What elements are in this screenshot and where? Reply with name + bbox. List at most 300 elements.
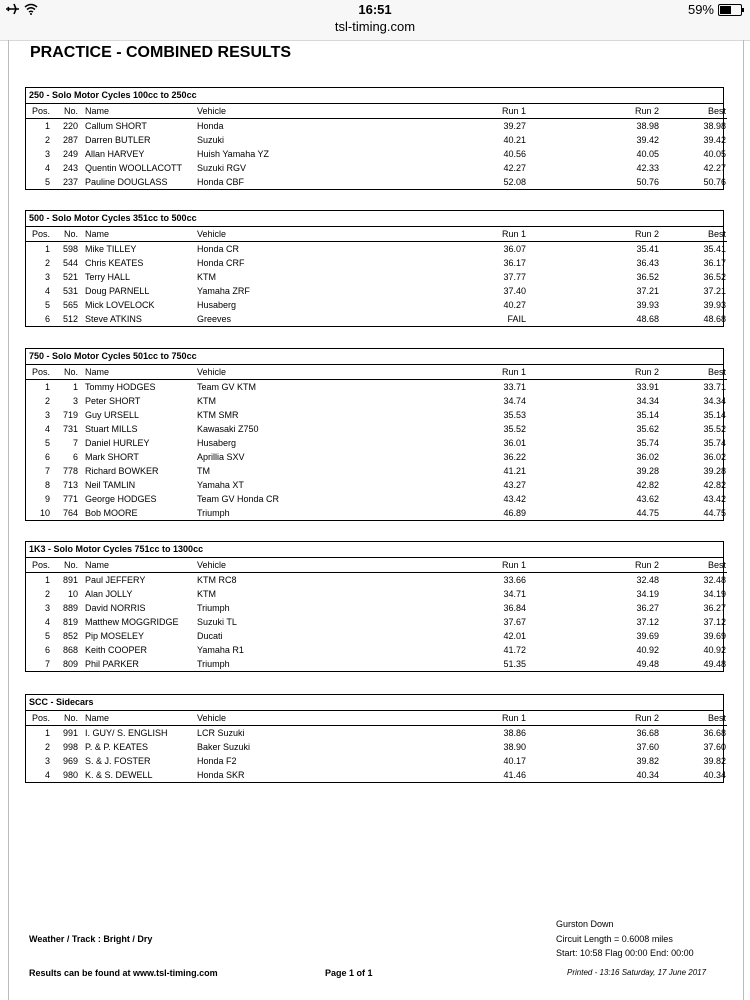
cell-run1: 35.52 bbox=[503, 424, 526, 434]
column-header-name: Name bbox=[78, 558, 197, 573]
cell-best: 36.17 bbox=[703, 258, 726, 268]
venue-text: Gurston Down bbox=[556, 919, 614, 929]
column-header-run2: Run 2 bbox=[526, 227, 659, 242]
cell-vehicle: Husaberg bbox=[197, 300, 237, 310]
cell-name: Terry HALL bbox=[85, 272, 131, 282]
cell-run2: 36.27 bbox=[636, 603, 659, 613]
column-header-vehicle: Vehicle bbox=[197, 227, 397, 242]
cell-run1: 52.08 bbox=[503, 177, 526, 187]
cell-name: S. & J. FOSTER bbox=[85, 756, 151, 766]
cell-run1: 41.21 bbox=[503, 466, 526, 476]
cell-run1: 40.27 bbox=[503, 300, 526, 310]
cell-name: P. & P. KEATES bbox=[85, 742, 149, 752]
class-block bbox=[25, 541, 724, 672]
column-header-best: Best bbox=[659, 558, 727, 573]
table-row bbox=[26, 161, 727, 175]
cell-pos: 2 bbox=[44, 742, 50, 752]
column-header-vehicle: Vehicle bbox=[197, 558, 397, 573]
table-row bbox=[26, 175, 727, 189]
cell-best: 44.75 bbox=[703, 508, 726, 518]
cell-no: 891 bbox=[62, 575, 78, 585]
column-header-pos: Pos. bbox=[26, 558, 50, 573]
cell-run1: 34.71 bbox=[503, 589, 526, 599]
cell-no: 764 bbox=[62, 508, 78, 518]
table-row bbox=[26, 312, 727, 326]
cell-vehicle: Aprillia SXV bbox=[197, 452, 245, 462]
cell-vehicle: Honda SKR bbox=[197, 770, 245, 780]
address-url[interactable]: tsl-timing.com bbox=[334, 19, 416, 34]
cell-pos: 2 bbox=[44, 589, 50, 599]
cell-run2: 36.52 bbox=[636, 272, 659, 282]
cell-no: 287 bbox=[62, 135, 78, 145]
cell-name: Quentin WOOLLACOTT bbox=[85, 163, 183, 173]
column-header-vehicle: Vehicle bbox=[197, 711, 397, 726]
cell-pos: 2 bbox=[44, 396, 50, 406]
cell-pos: 3 bbox=[44, 272, 50, 282]
cell-no: 243 bbox=[62, 163, 78, 173]
cell-run1: 33.66 bbox=[503, 575, 526, 585]
cell-vehicle: TM bbox=[197, 466, 210, 476]
printed-date: Printed - 13:16 Saturday, 17 June 2017 bbox=[567, 968, 707, 977]
battery-icon bbox=[718, 4, 742, 16]
cell-run1: 43.27 bbox=[503, 480, 526, 490]
cell-run1: FAIL bbox=[507, 314, 526, 324]
cell-best: 39.42 bbox=[703, 135, 726, 145]
class-title: 500 - Solo Motor Cycles 351cc to 500cc bbox=[26, 211, 723, 227]
cell-vehicle: Honda bbox=[197, 121, 224, 131]
class-title: 750 - Solo Motor Cycles 501cc to 750cc bbox=[26, 349, 723, 365]
cell-run2: 39.42 bbox=[636, 135, 659, 145]
cell-best: 37.21 bbox=[703, 286, 726, 296]
results-table bbox=[26, 104, 727, 189]
cell-run1: 40.21 bbox=[503, 135, 526, 145]
table-row bbox=[26, 422, 727, 436]
cell-run2: 37.21 bbox=[636, 286, 659, 296]
battery-fill bbox=[720, 6, 731, 14]
cell-run2: 42.82 bbox=[636, 480, 659, 490]
cell-no: 969 bbox=[62, 756, 78, 766]
status-right bbox=[688, 2, 742, 17]
table-row bbox=[26, 450, 727, 464]
results-url: Results can be found at www.tsl-timing.com bbox=[29, 968, 218, 978]
cell-no: 771 bbox=[62, 494, 78, 504]
column-header-no: No. bbox=[50, 558, 78, 573]
session-times: Start: 10:58 Flag 00:00 End: 00:00 bbox=[556, 948, 694, 958]
cell-pos: 3 bbox=[44, 149, 50, 159]
cell-vehicle: Honda CRF bbox=[197, 258, 245, 268]
cell-run1: 37.40 bbox=[503, 286, 526, 296]
cell-run2: 34.34 bbox=[636, 396, 659, 406]
column-header-name: Name bbox=[78, 227, 197, 242]
cell-run1: 36.17 bbox=[503, 258, 526, 268]
cell-pos: 2 bbox=[44, 258, 50, 268]
class-block bbox=[25, 210, 724, 327]
table-row bbox=[26, 629, 727, 643]
cell-vehicle: Yamaha ZRF bbox=[197, 286, 250, 296]
cell-best: 37.60 bbox=[703, 742, 726, 752]
cell-vehicle: Yamaha R1 bbox=[197, 645, 244, 655]
table-row bbox=[26, 754, 727, 768]
cell-name: Pauline DOUGLASS bbox=[85, 177, 168, 187]
cell-run2: 35.62 bbox=[636, 424, 659, 434]
cell-best: 39.28 bbox=[703, 466, 726, 476]
cell-name: Neil TAMLIN bbox=[85, 480, 136, 490]
cell-vehicle: LCR Suzuki bbox=[197, 728, 245, 738]
cell-run2: 34.19 bbox=[636, 589, 659, 599]
column-header-vehicle: Vehicle bbox=[197, 365, 397, 380]
cell-name: George HODGES bbox=[85, 494, 157, 504]
cell-no: 809 bbox=[62, 659, 78, 669]
results-table bbox=[26, 227, 727, 326]
cell-run2: 35.74 bbox=[636, 438, 659, 448]
cell-run2: 39.82 bbox=[636, 756, 659, 766]
cell-run1: 46.89 bbox=[503, 508, 526, 518]
cell-pos: 1 bbox=[44, 728, 50, 738]
cell-pos: 10 bbox=[39, 508, 50, 518]
cell-best: 35.52 bbox=[703, 424, 726, 434]
cell-best: 32.48 bbox=[703, 575, 726, 585]
cell-name: Steve ATKINS bbox=[85, 314, 142, 324]
cell-run2: 40.92 bbox=[636, 645, 659, 655]
cell-no: 731 bbox=[62, 424, 78, 434]
cell-pos: 7 bbox=[44, 466, 50, 476]
cell-run1: 36.07 bbox=[503, 244, 526, 254]
cell-vehicle: KTM SMR bbox=[197, 410, 239, 420]
cell-run1: 40.17 bbox=[503, 756, 526, 766]
cell-best: 36.68 bbox=[703, 728, 726, 738]
class-title: 250 - Solo Motor Cycles 100cc to 250cc bbox=[26, 88, 723, 104]
class-block bbox=[25, 348, 724, 521]
results-table bbox=[26, 558, 727, 671]
table-row bbox=[26, 119, 727, 134]
class-title: 1K3 - Solo Motor Cycles 751cc to 1300cc bbox=[26, 542, 723, 558]
cell-pos: 4 bbox=[44, 163, 50, 173]
cell-pos: 3 bbox=[44, 756, 50, 766]
table-row bbox=[26, 256, 727, 270]
cell-pos: 2 bbox=[44, 135, 50, 145]
column-header-best: Best bbox=[659, 104, 727, 119]
cell-vehicle: Team GV Honda CR bbox=[197, 494, 280, 504]
cell-best: 36.02 bbox=[703, 452, 726, 462]
cell-no: 998 bbox=[62, 742, 78, 752]
cell-best: 40.34 bbox=[703, 770, 726, 780]
column-header-pos: Pos. bbox=[26, 227, 50, 242]
cell-run1: 38.86 bbox=[503, 728, 526, 738]
cell-run2: 39.28 bbox=[636, 466, 659, 476]
cell-run2: 39.93 bbox=[636, 300, 659, 310]
cell-best: 42.82 bbox=[703, 480, 726, 490]
column-header-no: No. bbox=[50, 711, 78, 726]
column-header-run1: Run 1 bbox=[397, 558, 526, 573]
cell-no: 889 bbox=[62, 603, 78, 613]
cell-vehicle: Triumph bbox=[197, 508, 230, 518]
table-row bbox=[26, 573, 727, 588]
results-table bbox=[26, 365, 727, 520]
cell-best: 35.74 bbox=[703, 438, 726, 448]
cell-vehicle: Suzuki bbox=[197, 135, 225, 145]
weather-text: Weather / Track : Bright / Dry bbox=[29, 934, 153, 944]
column-header-no: No. bbox=[50, 365, 78, 380]
cell-best: 39.82 bbox=[703, 756, 726, 766]
cell-name: Mike TILLEY bbox=[85, 244, 137, 254]
cell-best: 35.41 bbox=[703, 244, 726, 254]
cell-run1: 42.01 bbox=[503, 631, 526, 641]
cell-run1: 42.27 bbox=[503, 163, 526, 173]
cell-run2: 36.43 bbox=[636, 258, 659, 268]
cell-no: 7 bbox=[72, 438, 78, 448]
header-row bbox=[26, 365, 727, 380]
cell-pos: 7 bbox=[44, 659, 50, 669]
cell-vehicle: Honda F2 bbox=[197, 756, 237, 766]
cell-pos: 5 bbox=[44, 300, 50, 310]
table-row bbox=[26, 242, 727, 257]
status-bar bbox=[0, 0, 750, 41]
cell-run2: 40.34 bbox=[636, 770, 659, 780]
circuit-length: Circuit Length = 0.6008 miles bbox=[556, 934, 673, 944]
header-row bbox=[26, 558, 727, 573]
class-block bbox=[25, 87, 724, 190]
cell-run2: 50.76 bbox=[636, 177, 659, 187]
cell-no: 1 bbox=[72, 382, 78, 392]
cell-vehicle: Husaberg bbox=[197, 438, 237, 448]
cell-no: 544 bbox=[62, 258, 78, 268]
table-row bbox=[26, 270, 727, 284]
cell-vehicle: Team GV KTM bbox=[197, 382, 257, 392]
cell-run1: 41.72 bbox=[503, 645, 526, 655]
cell-name: Chris KEATES bbox=[85, 258, 144, 268]
cell-no: 598 bbox=[62, 244, 78, 254]
column-header-no: No. bbox=[50, 227, 78, 242]
cell-no: 521 bbox=[62, 272, 78, 282]
cell-best: 36.27 bbox=[703, 603, 726, 613]
cell-no: 220 bbox=[62, 121, 78, 131]
cell-pos: 4 bbox=[44, 617, 50, 627]
cell-vehicle: KTM bbox=[197, 396, 216, 406]
column-header-no: No. bbox=[50, 104, 78, 119]
column-header-run2: Run 2 bbox=[526, 365, 659, 380]
column-header-pos: Pos. bbox=[26, 711, 50, 726]
cell-best: 39.69 bbox=[703, 631, 726, 641]
cell-name: Callum SHORT bbox=[85, 121, 147, 131]
cell-run2: 36.02 bbox=[636, 452, 659, 462]
column-header-best: Best bbox=[659, 227, 727, 242]
status-time: 16:51 bbox=[358, 2, 392, 17]
cell-run2: 37.12 bbox=[636, 617, 659, 627]
cell-run1: 35.53 bbox=[503, 410, 526, 420]
cell-run1: 36.84 bbox=[503, 603, 526, 613]
column-header-best: Best bbox=[659, 711, 727, 726]
cell-name: Daniel HURLEY bbox=[85, 438, 150, 448]
cell-run1: 38.90 bbox=[503, 742, 526, 752]
cell-name: Alan JOLLY bbox=[85, 589, 133, 599]
cell-name: Darren BUTLER bbox=[85, 135, 151, 145]
cell-no: 713 bbox=[62, 480, 78, 490]
cell-name: Richard BOWKER bbox=[85, 466, 159, 476]
cell-pos: 1 bbox=[44, 575, 50, 585]
cell-vehicle: Yamaha XT bbox=[197, 480, 244, 490]
cell-vehicle: KTM bbox=[197, 589, 216, 599]
table-row bbox=[26, 506, 727, 520]
cell-pos: 6 bbox=[44, 314, 50, 324]
table-row bbox=[26, 657, 727, 671]
cell-name: Paul JEFFERY bbox=[85, 575, 146, 585]
cell-best: 40.05 bbox=[703, 149, 726, 159]
table-row bbox=[26, 601, 727, 615]
cell-run1: 33.71 bbox=[503, 382, 526, 392]
cell-run1: 40.56 bbox=[503, 149, 526, 159]
cell-name: Phil PARKER bbox=[85, 659, 139, 669]
cell-pos: 1 bbox=[44, 121, 50, 131]
cell-run2: 36.68 bbox=[636, 728, 659, 738]
table-row bbox=[26, 615, 727, 629]
cell-no: 249 bbox=[62, 149, 78, 159]
column-header-pos: Pos. bbox=[26, 365, 50, 380]
table-row bbox=[26, 643, 727, 657]
cell-name: Matthew MOGGRIDGE bbox=[85, 617, 179, 627]
cell-best: 42.27 bbox=[703, 163, 726, 173]
cell-name: Pip MOSELEY bbox=[85, 631, 145, 641]
results-table bbox=[26, 711, 727, 782]
table-row bbox=[26, 768, 727, 782]
cell-pos: 3 bbox=[44, 410, 50, 420]
cell-run2: 35.14 bbox=[636, 410, 659, 420]
cell-pos: 5 bbox=[44, 631, 50, 641]
cell-pos: 3 bbox=[44, 603, 50, 613]
cell-pos: 6 bbox=[44, 452, 50, 462]
cell-run1: 34.74 bbox=[503, 396, 526, 406]
cell-name: K. & S. DEWELL bbox=[85, 770, 153, 780]
cell-vehicle: Greeves bbox=[197, 314, 232, 324]
cell-name: Keith COOPER bbox=[85, 645, 148, 655]
cell-best: 35.14 bbox=[703, 410, 726, 420]
cell-run2: 33.91 bbox=[636, 382, 659, 392]
cell-pos: 6 bbox=[44, 645, 50, 655]
cell-run1: 37.77 bbox=[503, 272, 526, 282]
cell-best: 34.19 bbox=[703, 589, 726, 599]
table-row bbox=[26, 380, 727, 395]
cell-no: 868 bbox=[62, 645, 78, 655]
cell-pos: 1 bbox=[44, 382, 50, 392]
page-title: PRACTICE - COMBINED RESULTS bbox=[30, 44, 292, 61]
cell-vehicle: Huish Yamaha YZ bbox=[197, 149, 270, 159]
table-row bbox=[26, 408, 727, 422]
table-row bbox=[26, 147, 727, 161]
column-header-run1: Run 1 bbox=[397, 365, 526, 380]
table-row bbox=[26, 464, 727, 478]
cell-vehicle: KTM bbox=[197, 272, 216, 282]
battery-percent: 59% bbox=[687, 2, 714, 17]
cell-vehicle: Kawasaki Z750 bbox=[197, 424, 259, 434]
cell-name: David NORRIS bbox=[85, 603, 146, 613]
cell-best: 43.42 bbox=[703, 494, 726, 504]
page-number: Page 1 of 1 bbox=[325, 968, 373, 978]
cell-best: 40.92 bbox=[703, 645, 726, 655]
cell-name: Allan HARVEY bbox=[85, 149, 145, 159]
column-header-run1: Run 1 bbox=[397, 104, 526, 119]
cell-no: 512 bbox=[62, 314, 78, 324]
column-header-pos: Pos. bbox=[26, 104, 50, 119]
cell-name: Mick LOVELOCK bbox=[85, 300, 155, 310]
cell-pos: 9 bbox=[44, 494, 50, 504]
cell-no: 852 bbox=[62, 631, 78, 641]
cell-pos: 4 bbox=[44, 424, 50, 434]
cell-no: 991 bbox=[62, 728, 78, 738]
cell-run1: 36.22 bbox=[503, 452, 526, 462]
cell-no: 565 bbox=[62, 300, 78, 310]
cell-vehicle: Honda CBF bbox=[197, 177, 245, 187]
column-header-run2: Run 2 bbox=[526, 558, 659, 573]
cell-name: Peter SHORT bbox=[85, 396, 141, 406]
cell-run1: 39.27 bbox=[503, 121, 526, 131]
cell-best: 48.68 bbox=[703, 314, 726, 324]
cell-run1: 36.01 bbox=[503, 438, 526, 448]
cell-run2: 44.75 bbox=[636, 508, 659, 518]
cell-vehicle: Triumph bbox=[197, 659, 230, 669]
table-row bbox=[26, 726, 727, 741]
cell-vehicle: Triumph bbox=[197, 603, 230, 613]
cell-vehicle: Ducati bbox=[197, 631, 223, 641]
cell-pos: 4 bbox=[44, 770, 50, 780]
cell-name: Guy URSELL bbox=[85, 410, 140, 420]
cell-run2: 43.62 bbox=[636, 494, 659, 504]
cell-best: 50.76 bbox=[703, 177, 726, 187]
column-header-best: Best bbox=[659, 365, 727, 380]
cell-vehicle: Suzuki TL bbox=[197, 617, 237, 627]
cell-pos: 1 bbox=[44, 244, 50, 254]
table-row bbox=[26, 587, 727, 601]
column-header-name: Name bbox=[78, 711, 197, 726]
cell-best: 38.98 bbox=[703, 121, 726, 131]
cell-run2: 37.60 bbox=[636, 742, 659, 752]
column-header-run1: Run 1 bbox=[397, 711, 526, 726]
table-row bbox=[26, 492, 727, 506]
cell-run2: 35.41 bbox=[636, 244, 659, 254]
header-row bbox=[26, 104, 727, 119]
header-row bbox=[26, 711, 727, 726]
cell-no: 778 bbox=[62, 466, 78, 476]
column-header-name: Name bbox=[78, 365, 197, 380]
cell-vehicle: Honda CR bbox=[197, 244, 240, 254]
table-row bbox=[26, 394, 727, 408]
column-header-run2: Run 2 bbox=[526, 711, 659, 726]
cell-run2: 38.98 bbox=[636, 121, 659, 131]
cell-no: 819 bbox=[62, 617, 78, 627]
cell-name: Mark SHORT bbox=[85, 452, 139, 462]
column-header-vehicle: Vehicle bbox=[197, 104, 397, 119]
cell-run2: 32.48 bbox=[636, 575, 659, 585]
cell-best: 33.71 bbox=[703, 382, 726, 392]
cell-name: Bob MOORE bbox=[85, 508, 138, 518]
cell-name: Stuart MILLS bbox=[85, 424, 138, 434]
cell-no: 3 bbox=[72, 396, 78, 406]
cell-best: 39.93 bbox=[703, 300, 726, 310]
cell-run1: 41.46 bbox=[503, 770, 526, 780]
cell-vehicle: Suzuki RGV bbox=[197, 163, 247, 173]
class-block bbox=[25, 694, 724, 783]
cell-pos: 4 bbox=[44, 286, 50, 296]
cell-run1: 37.67 bbox=[503, 617, 526, 627]
cell-vehicle: KTM RC8 bbox=[197, 575, 237, 585]
cell-run2: 48.68 bbox=[636, 314, 659, 324]
cell-run1: 43.42 bbox=[503, 494, 526, 504]
table-row bbox=[26, 298, 727, 312]
cell-name: Tommy HODGES bbox=[85, 382, 156, 392]
cell-best: 37.12 bbox=[703, 617, 726, 627]
column-header-name: Name bbox=[78, 104, 197, 119]
cell-no: 237 bbox=[62, 177, 78, 187]
cell-best: 34.34 bbox=[703, 396, 726, 406]
cell-no: 980 bbox=[62, 770, 78, 780]
